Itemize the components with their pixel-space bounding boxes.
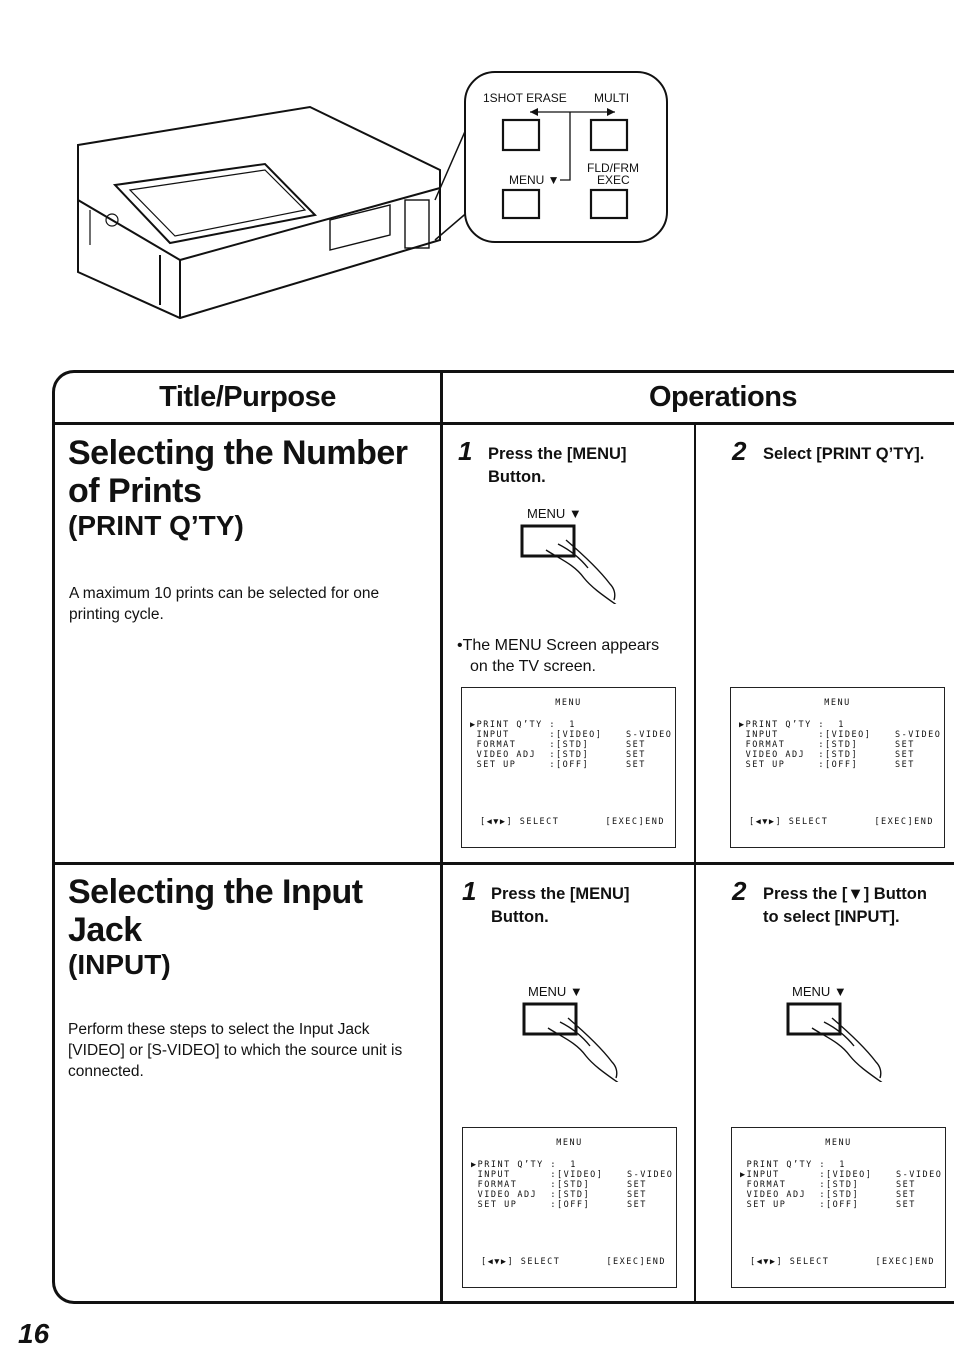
menu-col3: SET — [896, 1200, 916, 1210]
menu-footer-select: [◀▼▶] SELECT — [750, 1256, 830, 1267]
hand-pressing-button-icon — [518, 524, 628, 604]
menu-screen-title: MENU — [824, 698, 851, 708]
menu-col3: SET — [895, 760, 915, 770]
s1-step2-number: 2 — [732, 436, 747, 466]
menu-row: FORMAT :[STD] — [471, 1180, 591, 1190]
menu-col3: SET — [627, 1180, 647, 1190]
menu-col3: SET — [896, 1190, 916, 1200]
callout-1shot-erase-label: 1SHOT ERASE — [483, 91, 567, 105]
menu-footer-end: [EXEC]END — [874, 816, 934, 827]
menu-row: FORMAT :[STD] — [740, 1180, 860, 1190]
s2-step2-number: 2 — [732, 876, 747, 906]
section1-title-line2: of Prints — [68, 472, 202, 510]
menu-screen-title: MENU — [556, 1138, 583, 1148]
s2-step2-text-line2: to select [INPUT]. — [763, 908, 900, 926]
menu-screen-title: MENU — [555, 698, 582, 708]
menu-col3: SET — [627, 1190, 647, 1200]
section2-desc-line1: Perform these steps to select the Input Jack — [68, 1021, 370, 1038]
menu-footer-select: [◀▼▶] SELECT — [481, 1256, 561, 1267]
menu-row: ▶INPUT :[VIDEO] — [740, 1170, 873, 1180]
menu-row: FORMAT :[STD] — [470, 740, 590, 750]
menu-col3: S-VIDEO — [896, 1170, 943, 1180]
s1-step1-text-line1: Press the [MENU] — [488, 445, 627, 463]
s2-step1-button-label: MENU ▼ — [528, 984, 583, 999]
menu-row: VIDEO ADJ :[STD] — [740, 1190, 860, 1200]
s1-step2-text-line1: Select [PRINT Q’TY]. — [763, 445, 925, 463]
menu-col3: S-VIDEO — [626, 730, 673, 740]
menu-col3: S-VIDEO — [627, 1170, 674, 1180]
section1-subtitle: (PRINT Q’TY) — [68, 510, 244, 541]
menu-row: SET UP :[OFF] — [470, 760, 590, 770]
s1-step1-number: 1 — [458, 436, 473, 466]
menu-row: VIDEO ADJ :[STD] — [470, 750, 590, 760]
menu-row: VIDEO ADJ :[STD] — [739, 750, 859, 760]
s1-step1-text-line2: Button. — [488, 468, 546, 486]
menu-row: ▶PRINT Q’TY : 1 — [739, 720, 845, 730]
section2-subtitle: (INPUT) — [68, 949, 171, 980]
column-divider — [440, 370, 443, 1304]
menu-col3: SET — [895, 750, 915, 760]
menu-col3: S-VIDEO — [895, 730, 942, 740]
hand-pressing-button-icon — [520, 1002, 630, 1082]
menu-row: PRINT Q’TY : 1 — [740, 1160, 846, 1170]
menu-row: FORMAT :[STD] — [739, 740, 859, 750]
menu-row: INPUT :[VIDEO] — [471, 1170, 604, 1180]
s1-step1-note-line1: •The MENU Screen appears — [457, 637, 660, 654]
menu-footer-select: [◀▼▶] SELECT — [749, 816, 829, 827]
s1-step1-button-label: MENU ▼ — [527, 506, 582, 521]
header-title-purpose: Title/Purpose — [159, 381, 336, 413]
section1-desc-line2: printing cycle. — [69, 606, 164, 623]
menu-row: SET UP :[OFF] — [739, 760, 859, 770]
menu-col3: SET — [895, 740, 915, 750]
section2-desc-line2: [VIDEO] or [S-VIDEO] to which the source unit is — [68, 1042, 403, 1059]
s2-step1-text-line1: Press the [MENU] — [491, 885, 630, 903]
s2-step1-text-line2: Button. — [491, 908, 549, 926]
step-divider-top — [694, 423, 696, 1304]
callout-multi-label: MULTI — [594, 91, 630, 105]
menu-footer-end: [EXEC]END — [606, 1256, 666, 1267]
header-operations: Operations — [648, 381, 798, 413]
menu-col3: SET — [627, 1200, 647, 1210]
s2-step2-button-label: MENU ▼ — [792, 984, 847, 999]
menu-screen-title: MENU — [825, 1138, 852, 1148]
section2-desc-line3: connected. — [68, 1063, 144, 1080]
menu-footer-end: [EXEC]END — [875, 1256, 935, 1267]
section1-desc-line1: A maximum 10 prints can be selected for one — [69, 585, 380, 602]
callout-fldfrm-label: FLD/FRM — [587, 161, 639, 175]
callout-menu-label: MENU ▼ — [509, 173, 560, 187]
section2-title-line1: Selecting the Input — [68, 873, 363, 911]
s2-step1-number: 1 — [462, 876, 477, 906]
section1-title-line1: Selecting the Number — [68, 434, 408, 472]
menu-row: SET UP :[OFF] — [471, 1200, 591, 1210]
menu-col3: SET — [896, 1180, 916, 1190]
menu-row: ▶PRINT Q’TY : 1 — [470, 720, 576, 730]
menu-row: SET UP :[OFF] — [740, 1200, 860, 1210]
page-number: 16 — [18, 1318, 50, 1349]
menu-footer-end: [EXEC]END — [605, 816, 665, 827]
menu-row: ▶PRINT Q’TY : 1 — [471, 1160, 577, 1170]
menu-row: INPUT :[VIDEO] — [739, 730, 872, 740]
menu-footer-select: [◀▼▶] SELECT — [480, 816, 560, 827]
menu-row: INPUT :[VIDEO] — [470, 730, 603, 740]
menu-row: VIDEO ADJ :[STD] — [471, 1190, 591, 1200]
menu-screen — [461, 687, 676, 848]
menu-col3: SET — [626, 760, 646, 770]
callout-exec-label: EXEC — [597, 173, 630, 187]
menu-screen — [462, 1127, 677, 1288]
printer-illustration — [60, 60, 680, 330]
menu-screen — [731, 1127, 946, 1288]
header-divider — [52, 422, 954, 425]
section2-title-line2: Jack — [68, 911, 142, 949]
menu-col3: SET — [626, 750, 646, 760]
s2-step2-text-line1: Press the [▼] Button — [763, 885, 927, 903]
menu-col3: SET — [626, 740, 646, 750]
hand-pressing-button-icon — [784, 1002, 894, 1082]
section-divider — [52, 862, 954, 865]
s1-step1-note-line2: on the TV screen. — [470, 658, 596, 675]
menu-screen — [730, 687, 945, 848]
